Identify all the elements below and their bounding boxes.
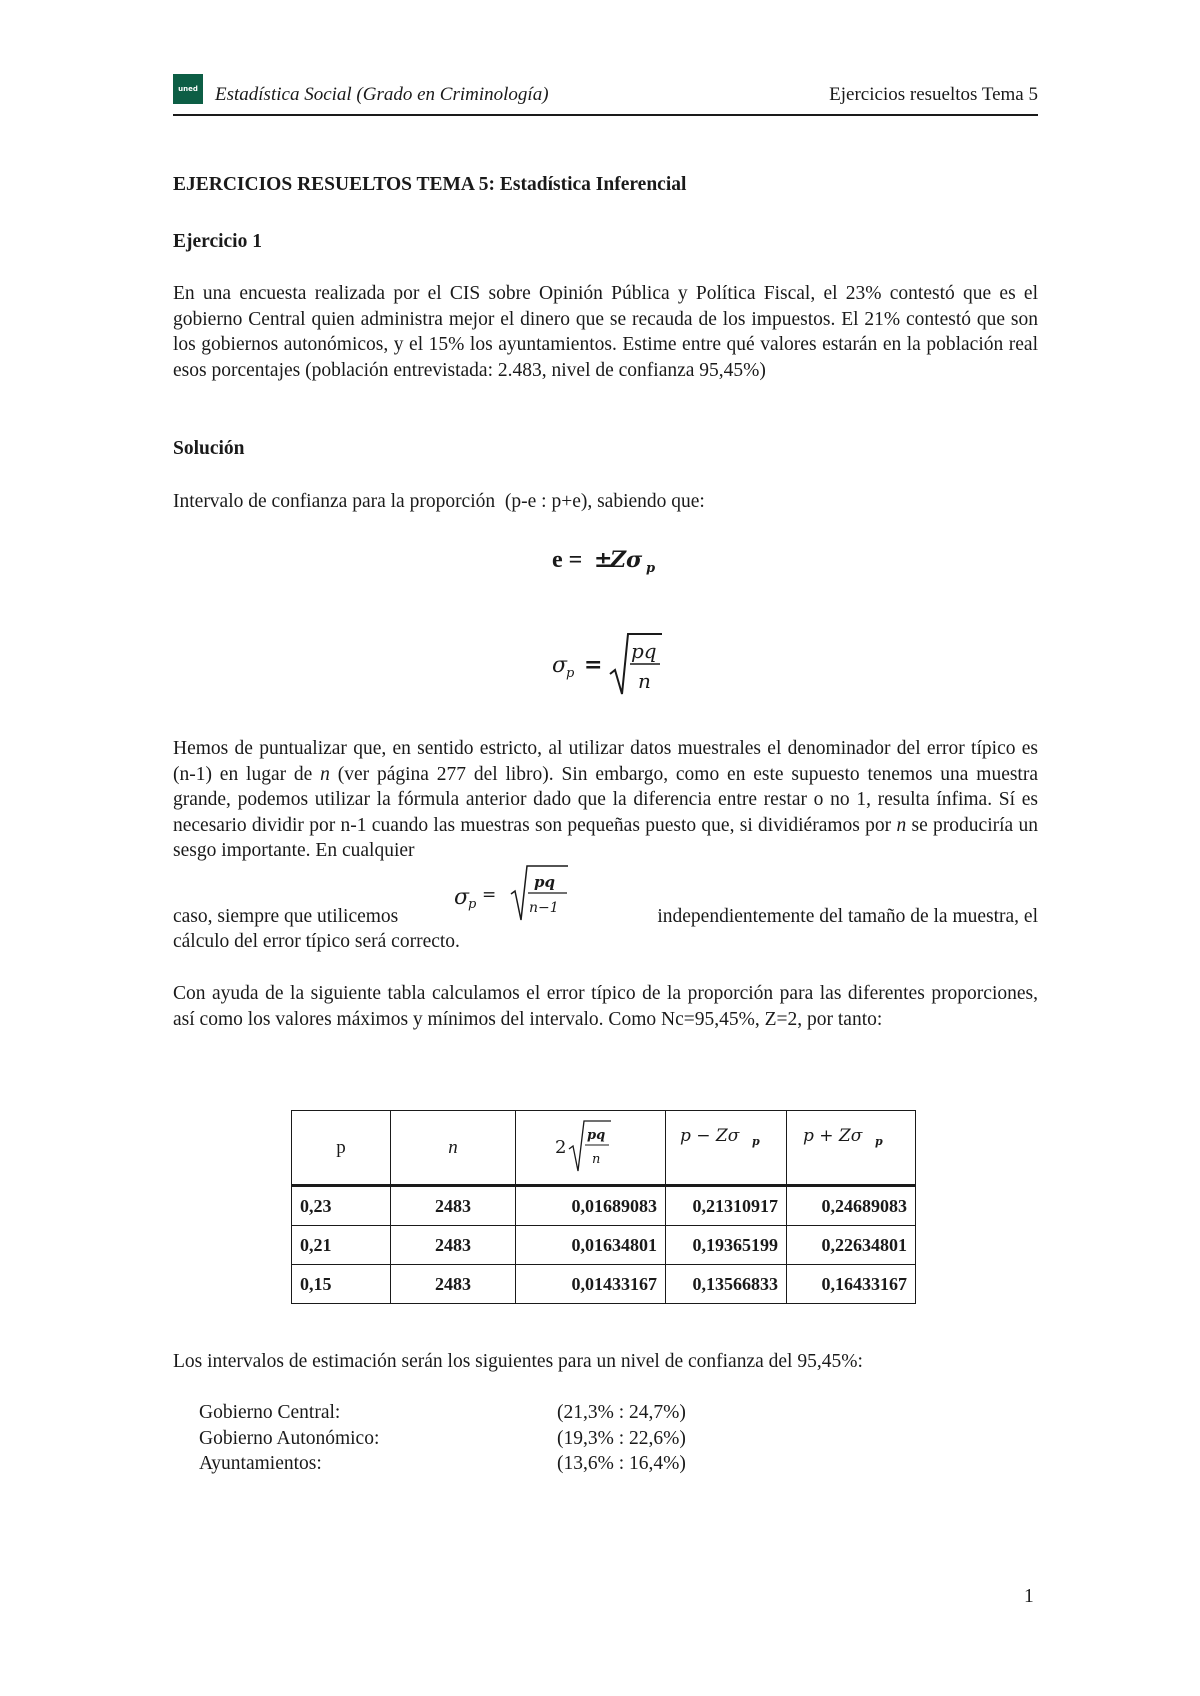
header-lower-formula (674, 1115, 778, 1175)
page-header (173, 72, 1038, 116)
cell-n: 2483 (391, 1186, 516, 1226)
svg-text:p + Zσ: p + Zσ (803, 1126, 863, 1146)
note-part-5: independientemente del tamaño de la muestra, el (657, 906, 1038, 927)
formula-sigma-svg (552, 630, 672, 698)
svg-text:pq: pq (631, 639, 657, 663)
svg-text:p: p (646, 561, 656, 576)
cell-n: 2483 (391, 1226, 516, 1265)
cell-error: 0,01433167 (516, 1265, 666, 1304)
uned-logo-text: uned (178, 85, 198, 93)
svg-text:=: = (482, 885, 497, 905)
header-error-formula (551, 1115, 631, 1175)
header-upper-formula (795, 1115, 907, 1175)
svg-text:Zσ: Zσ (610, 547, 643, 573)
results-table (291, 1110, 916, 1304)
cell-lower: 0,19365199 (666, 1226, 787, 1265)
uned-logo (173, 74, 203, 104)
cell-upper: 0,16433167 (787, 1265, 916, 1304)
cell-error: 0,01634801 (516, 1226, 666, 1265)
svg-text:pq: pq (586, 1128, 605, 1143)
svg-text:n: n (591, 1152, 600, 1167)
sample-correction-note (173, 736, 1038, 864)
cell-p: 0,21 (292, 1226, 391, 1265)
confidence-interval-intro: Intervalo de confianza para la proporción (p-e : p+e), sabiendo que: (173, 491, 705, 512)
exercise-heading: Ejercicio 1 (173, 231, 262, 252)
header-n (391, 1111, 516, 1186)
svg-text:=: = (584, 652, 603, 678)
cell-lower: 0,21310917 (666, 1186, 787, 1226)
interval-label: Gobierno Autonómico: (199, 1427, 380, 1449)
interval-label: Ayuntamientos: (199, 1453, 322, 1474)
svg-text:p: p (752, 1135, 760, 1148)
cell-n: 2483 (391, 1265, 516, 1304)
interval-label: Gobierno Central: (199, 1402, 341, 1423)
header-upper-bound (787, 1111, 916, 1186)
solution-heading: Solución (173, 438, 245, 459)
svg-text:p: p (566, 666, 575, 681)
note-part-2: (ver página 277 del libro). Sin embargo, como en este supuesto tenemos una muestra grande, podemos utilizar la fórmula anterior dado que la diferencia entre restar o no 1, resulta ínfima. Sí es necesario dividir por n-1 cuando las muestras son pequeñas puesto que, si dividiéramos por (173, 763, 1038, 836)
n-symbol: n (320, 763, 330, 785)
svg-text:2: 2 (554, 1137, 566, 1158)
svg-text:±: ± (594, 547, 613, 573)
svg-text:pq: pq (534, 873, 555, 891)
svg-text:σ: σ (552, 653, 568, 678)
note-part-6: cálculo del error típico será correcto. (173, 931, 460, 952)
n-symbol: n (896, 814, 907, 836)
svg-text:e =: e = (552, 547, 583, 573)
svg-text:σ: σ (454, 885, 470, 910)
svg-text:p − Zσ: p − Zσ (680, 1126, 740, 1146)
table-row (292, 1186, 916, 1226)
page-number: 1 (1024, 1586, 1034, 1607)
cell-upper: 0,24689083 (787, 1186, 916, 1226)
formula-margin-of-error (550, 540, 670, 581)
header-lower-bound (666, 1111, 787, 1186)
header-standard-error (516, 1111, 666, 1186)
formula-corrected-standard-error (452, 862, 582, 931)
table-row (292, 1265, 916, 1304)
interval-value: (13,6% : 16,4%) (557, 1453, 686, 1474)
svg-text:n: n (638, 669, 651, 693)
header-n-label: n (448, 1136, 458, 1158)
header-document-title: Ejercicios resueltos Tema 5 (829, 84, 1038, 105)
interval-value: (19,3% : 22,6%) (557, 1427, 686, 1449)
document-title: EJERCICIOS RESUELTOS TEMA 5: Estadística Inferencial (173, 174, 687, 195)
interval-value: (21,3% : 24,7%) (557, 1402, 686, 1423)
exercise-statement: En una encuesta realizada por el CIS sobre Opinión Pública y Política Fiscal, el 23% contestó que es el gobierno Central quien administra mejor el dinero que se recauda de los impuestos. El 21% contestó que son los gobiernos autonómicos, y el 15% los ayuntamientos. Estime entre qué valores estarán en la población real esos porcentajes (población entrevistada: 2.483, nivel de confianza 95,45%) (173, 283, 1038, 381)
table-intro-paragraph: Con ayuda de la siguiente tabla calculamos el error típico de la proporción para las diferentes proporciones, así como los valores máximos y mínimos del intervalo. Como Nc=95,45%, Z=2, por tanto: (173, 983, 1038, 1030)
note-part-3: se produciría un sesgo importante. En cualquier (173, 814, 1038, 861)
svg-text:p: p (468, 897, 477, 912)
cell-error: 0,01689083 (516, 1186, 666, 1226)
note-part-1: Hemos de puntualizar que, en sentido estricto, al utilizar datos muestrales el denominador del error típico es (n-1) en lugar de (173, 738, 1038, 785)
header-course-title: Estadística Social (Grado en Criminología) (215, 84, 549, 105)
formula-inline-svg (452, 862, 582, 926)
svg-text:p: p (875, 1135, 883, 1148)
formula-standard-error (552, 630, 672, 703)
formula-e-svg (550, 540, 670, 576)
header-p-label: p (336, 1136, 346, 1158)
note-part-4: caso, siempre que utilicemos (173, 906, 399, 927)
svg-text:n−1: n−1 (529, 900, 559, 916)
table-header-row (292, 1111, 916, 1186)
cell-lower: 0,13566833 (666, 1265, 787, 1304)
table-row (292, 1226, 916, 1265)
header-p (292, 1111, 391, 1186)
intervals-intro: Los intervalos de estimación serán los siguientes para un nivel de confianza del 95,45%: (173, 1351, 863, 1372)
cell-p: 0,23 (292, 1186, 391, 1226)
cell-upper: 0,22634801 (787, 1226, 916, 1265)
cell-p: 0,15 (292, 1265, 391, 1304)
